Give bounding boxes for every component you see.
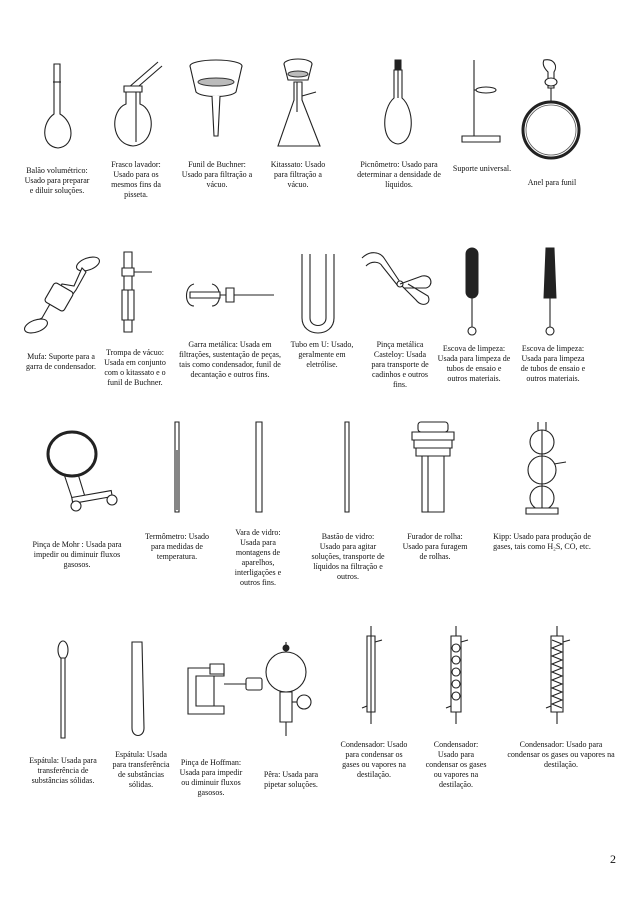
metal-clamp-icon: [182, 276, 278, 316]
stirring-rod-icon: [342, 420, 352, 516]
allihn-condenser-icon: [444, 624, 472, 728]
spatula-icon: [128, 640, 148, 740]
u-tube-icon: [300, 252, 336, 338]
caption-pinca-metalica: Pinça metálica Casteloy: Usada para transporte de cadinhos e outros fins.: [371, 340, 429, 389]
liebig-condenser-icon: [360, 624, 386, 728]
pycnometer-icon: [380, 58, 416, 148]
kipp-apparatus-icon: [514, 420, 570, 516]
caption-escova-1: Escova de limpeza: Usada para limpeza de tubos de ensaio e outros materiais.: [437, 344, 511, 383]
buchner-funnel-icon: [188, 58, 244, 138]
glass-rod-icon: [254, 420, 264, 516]
hoffman-clamp-icon: [184, 660, 266, 724]
caption-espatula-1: Espátula: Usada para transferência de substâncias sólidas.: [29, 756, 97, 785]
caption-trompa: Trompa de vácuo: Usada em conjunto com o kitassato e o funil de Buchner.: [104, 348, 166, 387]
caption-bastao: Bastão de vidro: Usado para agitar soluções, transporte de líquidos na filtração e outros.: [311, 532, 385, 581]
caption-pinca-hoffman: Pinça de Hoffman: Usada para impedir ou diminuir fluxos gasosos.: [179, 758, 243, 797]
caption-condensador-2: Condensador: Usado para condensar os gases ou vapores na destilação.: [425, 740, 487, 789]
crucible-tongs-icon: [360, 248, 436, 312]
boss-head-clamp-icon: [24, 256, 104, 336]
caption-pera: Pêra: Usada para pipetar soluções.: [263, 770, 319, 789]
funnel-ring-icon: [520, 58, 582, 164]
lab-stand-icon: [460, 58, 504, 144]
page-number: 2: [610, 852, 616, 866]
cleaning-brush-icon: [540, 246, 560, 336]
caption-anel: Anel para funil: [527, 178, 577, 187]
mohr-clamp-icon: [42, 428, 122, 518]
caption-picnometro: Picnômetro: Usado para determinar a densidade de líquidos.: [357, 160, 441, 189]
pipette-bulb-icon: [262, 640, 322, 740]
vacuum-pump-icon: [112, 250, 156, 334]
caption-vara-vidro: Vara de vidro: Usada para montagens de aparelhos, interligações e outros fins.: [234, 528, 282, 587]
caption-condensador-3: Condensador: Usado para condensar os gases ou vapores na destilação.: [507, 740, 615, 769]
cleaning-brush-icon: [464, 246, 480, 336]
caption-termometro: Termômetro: Usado para medidas de temperatura.: [144, 532, 210, 561]
caption-balao: Balão volumétrico: Usado para preparar e diluir soluções.: [24, 166, 90, 195]
caption-espatula-2: Espátula: Usada para transferência de substâncias sólidas.: [112, 750, 170, 789]
caption-condensador-1: Condensador: Usado para condensar os gases ou vapores na destilação.: [340, 740, 408, 779]
thermometer-icon: [172, 420, 182, 516]
caption-kitassato: Kitassato: Usado para filtração a vácuo.: [270, 160, 326, 189]
cork-borer-icon: [408, 420, 458, 516]
caption-suporte: Suporte universal.: [452, 164, 512, 173]
caption-pinca-mohr: Pinça de Mohr : Usada para impedir ou diminuir fluxos gasosos.: [32, 540, 122, 569]
caption-tubo-u: Tubo em U: Usado, geralmente em eletrólise.: [290, 340, 354, 369]
caption-funil-buchner: Funil de Buchner: Usado para filtração a vácuo.: [181, 160, 253, 189]
volumetric-flask-icon: [38, 62, 78, 152]
caption-escova-2: Escova de limpeza: Usada para limpeza de tubos de ensaio e outros materiais.: [520, 344, 586, 383]
spatula-icon: [56, 640, 70, 740]
caption-garra: Garra metálica: Usada em filtrações, sustentação de peças, tais como condensador, funil de decantação e outros fins.: [179, 340, 281, 379]
caption-frasco: Frasco lavador: Usado para os mesmos fins da pisseta.: [111, 160, 161, 199]
caption-mufa: Mufa: Suporte para a garra de condensador.: [26, 352, 96, 371]
caption-kipp: Kipp: Usado para produção de gases, tais como H₂S, CO, etc.: [493, 532, 591, 551]
caption-furador: Furador de rolha: Usado para furagem de rolhas.: [402, 532, 468, 561]
kitassato-flask-icon: [276, 56, 324, 152]
wash-bottle-icon: [110, 58, 166, 152]
coil-condenser-icon: [544, 624, 574, 728]
